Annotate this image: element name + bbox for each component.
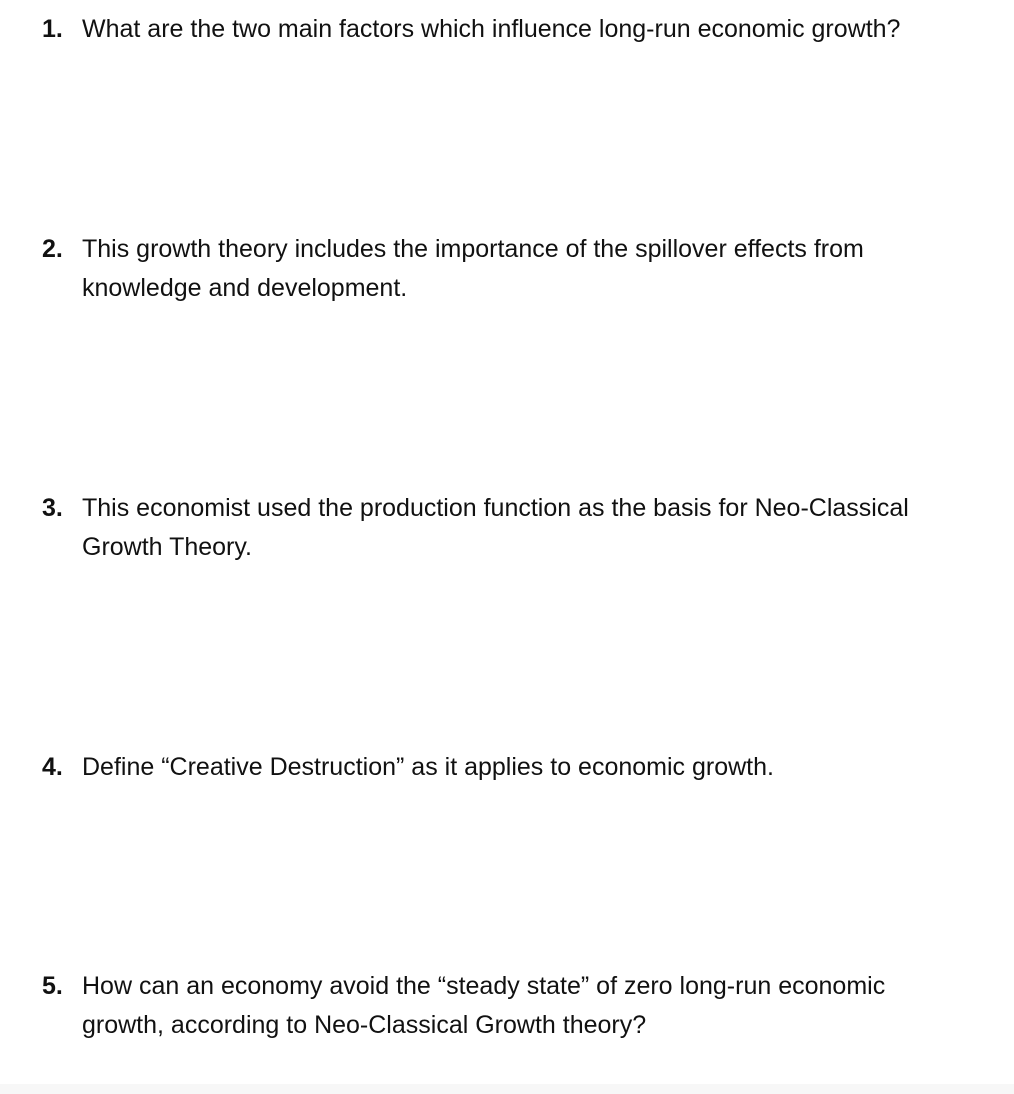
page-bottom-edge (0, 1084, 1014, 1094)
question-3 (42, 489, 972, 567)
question-text: This economist used the production function as the basis for Neo-Classical Growth Theory. (82, 494, 909, 561)
question-text: What are the two main factors which influence long-run economic growth? (82, 15, 901, 43)
question-text: This growth theory includes the importance of the spillover effects from knowledge and development. (82, 235, 864, 302)
question-5 (42, 967, 972, 1045)
question-4 (42, 748, 972, 787)
question-number: 3. (42, 494, 63, 522)
question-number: 2. (42, 235, 63, 263)
question-text: How can an economy avoid the “steady state” of zero long-run economic growth, according to Neo-Classical Growth theory? (82, 972, 886, 1039)
question-text: Define “Creative Destruction” as it applies to economic growth. (82, 753, 774, 781)
question-number: 1. (42, 15, 63, 43)
question-2 (42, 230, 972, 308)
question-number: 4. (42, 753, 63, 781)
question-1 (42, 10, 972, 49)
question-number: 5. (42, 972, 63, 1000)
